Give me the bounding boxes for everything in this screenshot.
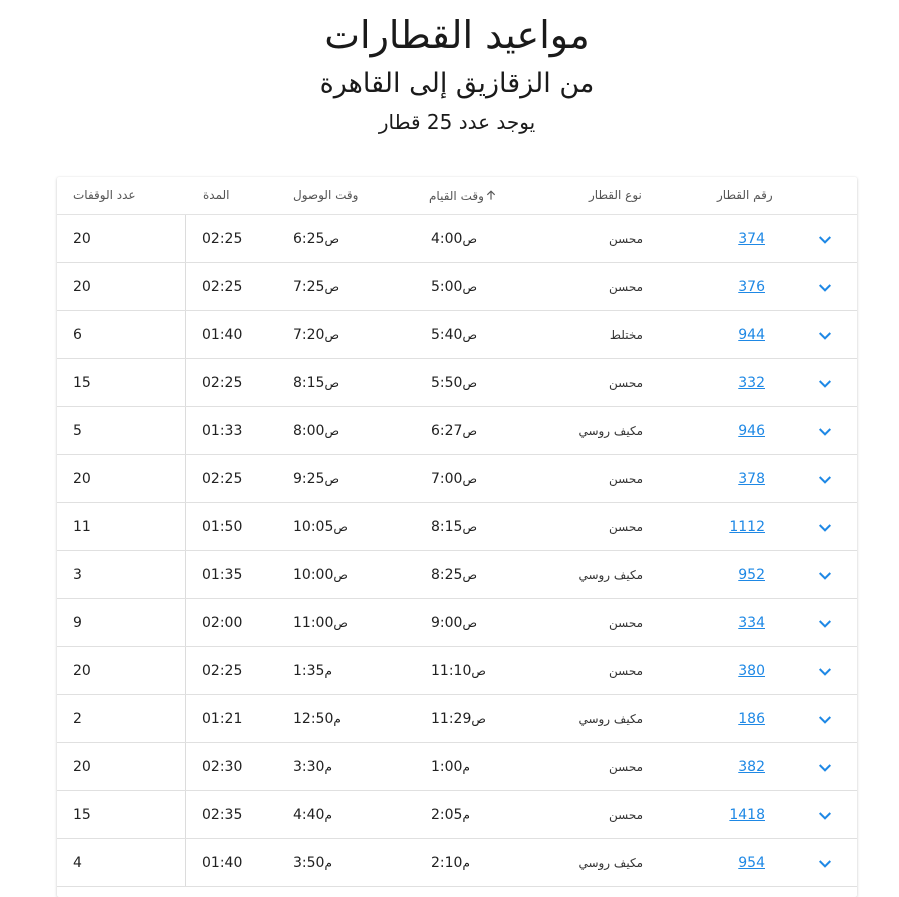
column-divider: [185, 263, 186, 311]
chevron-down-icon[interactable]: [813, 371, 837, 395]
train-number-link[interactable]: 1112: [729, 519, 765, 535]
arrive-time-value: 10:05: [293, 519, 334, 535]
duration-cell: 02:25: [202, 231, 243, 247]
stops-cell: 20: [73, 471, 91, 487]
train-number-link[interactable]: 186: [738, 711, 765, 727]
table-row: [57, 311, 857, 359]
depart-time-value: 11:29: [431, 711, 472, 727]
stops-cell: 20: [73, 663, 91, 679]
depart-time-cell: [431, 807, 474, 823]
arrow-up-icon[interactable]: [484, 188, 498, 205]
table-row: [57, 455, 857, 503]
train-type-cell: مختلط: [609, 328, 643, 342]
depart-period: ص: [462, 616, 477, 630]
chevron-down-icon[interactable]: [813, 659, 837, 683]
train-type-cell: محسن: [608, 472, 643, 486]
depart-time-cell: [431, 711, 490, 727]
train-number-link[interactable]: 1418: [729, 807, 765, 823]
train-type-cell: مكيف روسي: [578, 568, 643, 582]
depart-period: ص: [462, 280, 477, 294]
arrive-time-cell: [293, 567, 352, 583]
arrive-time-cell: [293, 663, 336, 679]
depart-time-cell: [431, 663, 490, 679]
arrive-time-value: 3:30: [293, 759, 325, 775]
arrive-time-cell: [293, 327, 343, 343]
train-number-link[interactable]: 382: [738, 759, 765, 775]
chevron-down-icon[interactable]: [813, 275, 837, 299]
depart-time-value: 5:00: [431, 279, 463, 295]
train-type-cell: محسن: [608, 280, 643, 294]
stops-cell: 3: [73, 567, 82, 583]
table-row: [57, 695, 857, 743]
depart-time-cell: [431, 471, 481, 487]
stops-cell: 4: [73, 855, 82, 871]
arrive-time-value: 1:35: [293, 663, 325, 679]
page-title: مواعيد القطارات: [324, 13, 590, 57]
train-type-cell: محسن: [608, 520, 643, 534]
train-number-link[interactable]: 954: [738, 855, 765, 871]
column-header-stops[interactable]: عدد الوقفات: [73, 188, 136, 202]
arrive-time-value: 12:50: [293, 711, 334, 727]
arrive-time-cell: [293, 759, 336, 775]
arrive-period: ص: [333, 616, 348, 630]
arrive-time-cell: [293, 423, 343, 439]
duration-cell: 02:25: [202, 375, 243, 391]
table-row: [57, 407, 857, 455]
stops-cell: 11: [73, 519, 91, 535]
depart-time-value: 5:50: [431, 375, 463, 391]
depart-time-cell: [431, 567, 481, 583]
depart-time-cell: [431, 615, 481, 631]
depart-time-value: 8:25: [431, 567, 463, 583]
duration-cell: 02:30: [202, 759, 243, 775]
arrive-time-cell: [293, 519, 352, 535]
chevron-down-icon[interactable]: [813, 323, 837, 347]
chevron-down-icon[interactable]: [813, 563, 837, 587]
duration-cell: 01:33: [202, 423, 243, 439]
stops-cell: 9: [73, 615, 82, 631]
train-type-cell: محسن: [608, 760, 643, 774]
train-number-link[interactable]: 946: [738, 423, 765, 439]
depart-period: ص: [462, 424, 477, 438]
arrive-time-value: 8:15: [293, 375, 325, 391]
depart-period: ص: [471, 664, 486, 678]
stops-cell: 20: [73, 279, 91, 295]
table-row: [57, 551, 857, 599]
arrive-time-value: 6:25: [293, 231, 325, 247]
arrive-period: ص: [324, 280, 339, 294]
table-row: [57, 791, 857, 839]
table-header: [57, 177, 857, 215]
train-type-cell: مكيف روسي: [578, 856, 643, 870]
duration-cell: 01:40: [202, 855, 243, 871]
depart-time-value: 9:00: [431, 615, 463, 631]
arrive-period: ص: [324, 328, 339, 342]
column-divider: [185, 695, 186, 743]
depart-time-cell: [431, 855, 474, 871]
arrive-period: ص: [324, 424, 339, 438]
train-type-cell: مكيف روسي: [578, 424, 643, 438]
arrive-time-value: 7:25: [293, 279, 325, 295]
depart-time-cell: [431, 759, 474, 775]
depart-time-cell: [431, 231, 481, 247]
arrive-time-value: 8:00: [293, 423, 325, 439]
depart-time-cell: [431, 375, 481, 391]
depart-time-cell: [431, 519, 481, 535]
depart-period: م: [462, 808, 470, 822]
arrive-time-value: 3:50: [293, 855, 325, 871]
stops-cell: 15: [73, 375, 91, 391]
table-row: [57, 263, 857, 311]
arrive-period: ص: [324, 232, 339, 246]
depart-period: ص: [462, 520, 477, 534]
arrive-time-value: 11:00: [293, 615, 334, 631]
route-subtitle: من الزقازيق إلى القاهرة: [319, 68, 595, 99]
chevron-down-icon[interactable]: [813, 515, 837, 539]
stops-cell: 2: [73, 711, 82, 727]
column-divider: [185, 311, 186, 359]
column-divider: [185, 455, 186, 503]
table-row: [57, 647, 857, 695]
column-divider: [185, 551, 186, 599]
train-number-link[interactable]: 952: [738, 567, 765, 583]
stops-cell: 6: [73, 327, 82, 343]
depart-time-value: 7:00: [431, 471, 463, 487]
depart-time-value: 4:00: [431, 231, 463, 247]
column-divider: [185, 503, 186, 551]
duration-cell: 02:35: [202, 807, 243, 823]
chevron-down-icon[interactable]: [813, 227, 837, 251]
arrive-time-cell: [293, 231, 343, 247]
duration-cell: 01:40: [202, 327, 243, 343]
train-number-link[interactable]: 334: [738, 615, 765, 631]
column-divider: [185, 359, 186, 407]
chevron-down-icon[interactable]: [813, 803, 837, 827]
train-number-link[interactable]: 378: [738, 471, 765, 487]
depart-time-cell: [431, 327, 481, 343]
column-divider: [185, 839, 186, 887]
column-divider: [185, 743, 186, 791]
depart-time-value: 2:05: [431, 807, 463, 823]
depart-time-cell: [431, 279, 481, 295]
column-header-depart-label: وقت القيام: [429, 189, 484, 203]
arrive-time-cell: [293, 855, 336, 871]
depart-time-value: 1:00: [431, 759, 463, 775]
arrive-period: ص: [324, 472, 339, 486]
arrive-period: م: [324, 664, 332, 678]
arrive-time-cell: [293, 615, 352, 631]
depart-time-value: 5:40: [431, 327, 463, 343]
train-number-link[interactable]: 332: [738, 375, 765, 391]
column-header-arrive[interactable]: وقت الوصول: [293, 188, 359, 202]
depart-time-cell: [431, 423, 481, 439]
depart-time-value: 2:10: [431, 855, 463, 871]
arrive-time-cell: [293, 375, 343, 391]
arrive-time-value: 10:00: [293, 567, 334, 583]
train-count: يوجد عدد 25 قطار: [378, 110, 536, 134]
column-header-type[interactable]: نوع القطار: [589, 188, 642, 202]
train-type-cell: محسن: [608, 808, 643, 822]
train-type-cell: محسن: [608, 376, 643, 390]
column-divider: [185, 647, 186, 695]
arrive-time-value: 7:20: [293, 327, 325, 343]
arrive-period: م: [324, 808, 332, 822]
depart-time-value: 11:10: [431, 663, 472, 679]
table-row: [57, 839, 857, 887]
arrive-time-value: 9:25: [293, 471, 325, 487]
table-row: [57, 215, 857, 263]
arrive-time-cell: [293, 807, 336, 823]
depart-period: ص: [462, 376, 477, 390]
train-number-link[interactable]: 376: [738, 279, 765, 295]
chevron-down-icon[interactable]: [813, 707, 837, 731]
depart-period: ص: [462, 472, 477, 486]
chevron-down-icon[interactable]: [813, 851, 837, 875]
column-header-duration[interactable]: المدة: [203, 188, 230, 202]
table-row: [57, 359, 857, 407]
table-row: [57, 503, 857, 551]
stops-cell: 20: [73, 231, 91, 247]
arrive-period: م: [324, 856, 332, 870]
duration-cell: 01:35: [202, 567, 243, 583]
duration-cell: 02:25: [202, 471, 243, 487]
depart-period: ص: [471, 712, 486, 726]
duration-cell: 02:25: [202, 663, 243, 679]
depart-period: ص: [462, 328, 477, 342]
chevron-down-icon[interactable]: [813, 755, 837, 779]
stops-cell: 5: [73, 423, 82, 439]
arrive-period: ص: [333, 568, 348, 582]
depart-period: ص: [462, 568, 477, 582]
stops-cell: 15: [73, 807, 91, 823]
duration-cell: 01:21: [202, 711, 243, 727]
chevron-down-icon[interactable]: [813, 419, 837, 443]
arrive-time-value: 4:40: [293, 807, 325, 823]
arrive-period: م: [333, 712, 341, 726]
table-row: [57, 743, 857, 791]
column-divider: [185, 599, 186, 647]
chevron-down-icon[interactable]: [813, 611, 837, 635]
column-divider: [185, 407, 186, 455]
arrive-time-cell: [293, 279, 343, 295]
depart-time-value: 6:27: [431, 423, 463, 439]
train-number-link[interactable]: 944: [738, 327, 765, 343]
train-type-cell: محسن: [608, 616, 643, 630]
duration-cell: 02:00: [202, 615, 243, 631]
column-divider: [185, 215, 186, 263]
train-type-cell: مكيف روسي: [578, 712, 643, 726]
trains-table: [57, 177, 857, 897]
train-number-link[interactable]: 374: [738, 231, 765, 247]
train-number-link[interactable]: 380: [738, 663, 765, 679]
duration-cell: 01:50: [202, 519, 243, 535]
table-row: [57, 599, 857, 647]
column-header-depart[interactable]: [429, 188, 501, 205]
depart-period: ص: [462, 232, 477, 246]
column-divider: [185, 791, 186, 839]
depart-period: م: [462, 856, 470, 870]
stops-cell: 20: [73, 759, 91, 775]
arrive-period: م: [324, 760, 332, 774]
arrive-period: ص: [324, 376, 339, 390]
duration-cell: 02:25: [202, 279, 243, 295]
arrive-time-cell: [293, 471, 343, 487]
column-header-number[interactable]: رقم القطار: [717, 188, 773, 202]
depart-period: م: [462, 760, 470, 774]
depart-time-value: 8:15: [431, 519, 463, 535]
train-type-cell: محسن: [608, 232, 643, 246]
chevron-down-icon[interactable]: [813, 467, 837, 491]
arrive-time-cell: [293, 711, 345, 727]
arrive-period: ص: [333, 520, 348, 534]
train-type-cell: محسن: [608, 664, 643, 678]
